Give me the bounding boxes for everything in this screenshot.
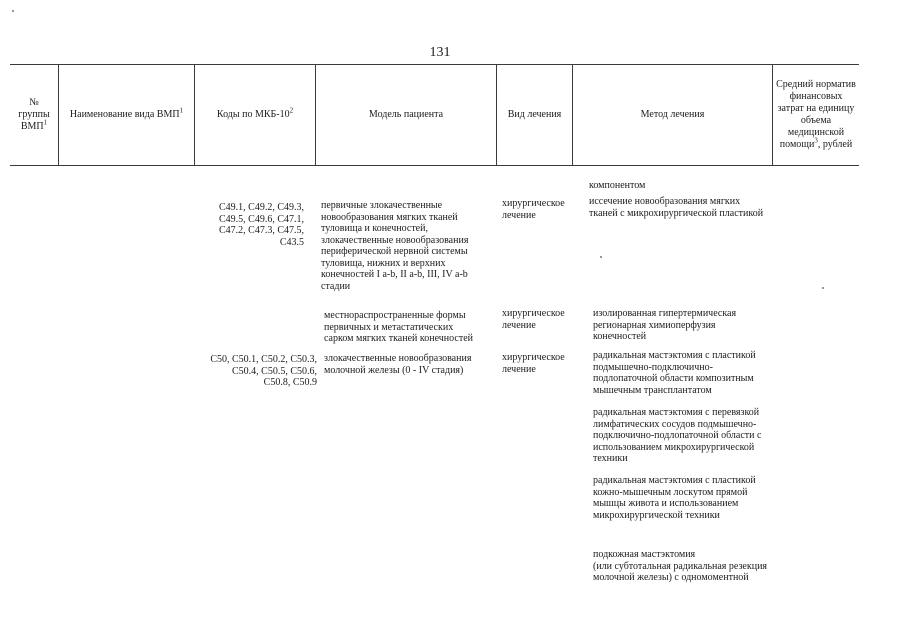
row1-treatment-method: иссечение новообразования мягких тканей с микрохирургической пластикой [589, 196, 764, 219]
row3-treatment-type: хирургическое лечение [502, 352, 565, 375]
row1-icd-codes: C49.1, C49.2, C49.3, C49.5, C49.6, C47.1, C47.2, C47.3, C47.5, C43.5 [218, 202, 304, 248]
page-number: 131 [429, 45, 451, 60]
scan-speck [12, 10, 14, 12]
row3-patient-model: злокачественные новообразования молочной железы (0 - IV стадия) [324, 353, 472, 376]
header-vmp-name: Наименование вида ВМП$^1$ [59, 65, 195, 166]
row3-method-4: подкожная мастэктомия (или субтотальная радикальная резекция молочной железы) с одномоментной [593, 549, 768, 583]
row1-patient-model: первичные злокачественные новообразования мягких тканей туловища и конечностей, злокачественные новообразования периферической нервной системы туловища, нижних и верхних конечностей I a-b, II a-b, III, IV a-b стадии [321, 200, 469, 292]
header-patient-model: Модель пациента [316, 65, 497, 166]
header-treatment-method: Метод лечения [573, 65, 773, 166]
row3-method-2: радикальная мастэктомия с перевязкой лимфатических сосудов подмышечно- подключично-подлопаточной области с использованием микрохирургической техники [593, 407, 762, 464]
header-group-number: № группы ВМП$^1$ [10, 65, 59, 166]
header-financial-norm: Средний норматив финансовых затрат на единицу объема медицинской помощи$^3$, рублей [773, 65, 860, 166]
row2-treatment-method: изолированная гипертермическая регионарная химиоперфузия конечностей [593, 308, 737, 342]
row3-method-1: радикальная мастэктомия с пластикой подмышечно-подключично- подлопаточной области композитным мышечным трансплантатом [593, 350, 756, 396]
header-treatment-type: Вид лечения [497, 65, 573, 166]
row1-treatment-type: хирургическое лечение [502, 198, 565, 221]
row3-icd-codes: C50, C50.1, C50.2, C50.3, C50.4, C50.5, C50.6, C50.8, C50.9 [210, 354, 317, 388]
header-icd-codes: Коды по МКБ-$10^2$ [195, 65, 316, 166]
scan-speck [600, 256, 602, 258]
table-header [10, 64, 859, 166]
row2-treatment-type: хирургическое лечение [502, 308, 565, 331]
row2-patient-model: местнораспространенные формы первичных и метастатических сарком мягких тканей конечностей [324, 310, 474, 344]
carryover-method: компонентом [589, 180, 646, 191]
row3-method-3: радикальная мастэктомия с пластикой кожно-мышечным лоскутом прямой мышцы живота и использованием микрохирургической техники [593, 475, 756, 521]
scan-speck [822, 287, 824, 289]
